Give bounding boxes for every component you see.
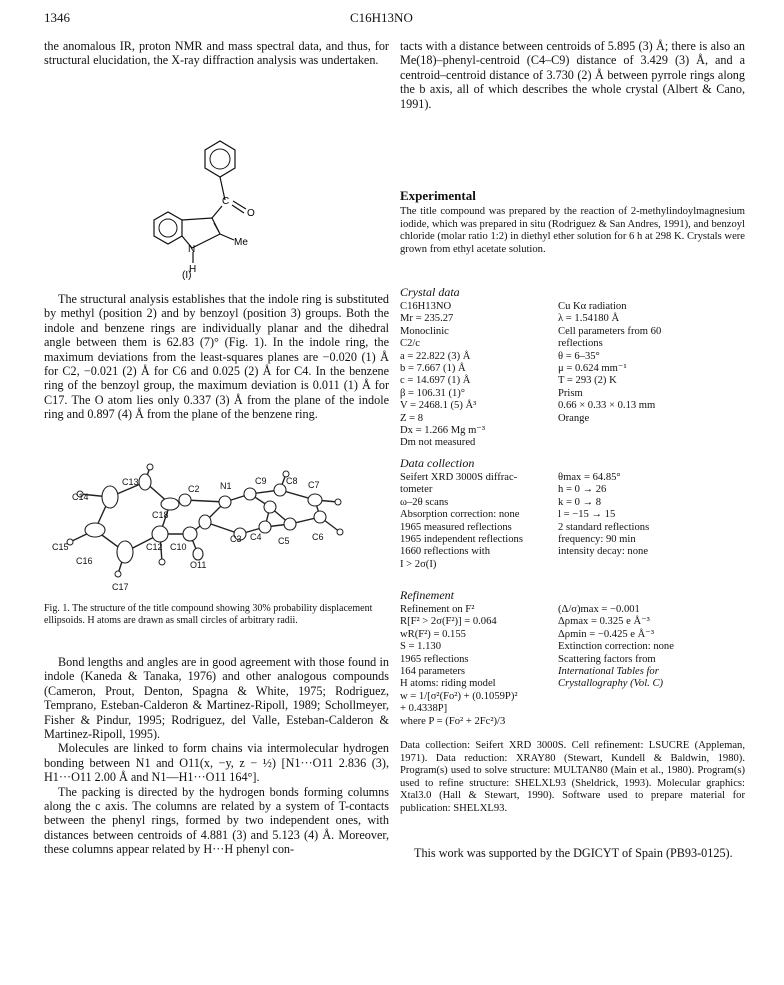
acknowledgement: This work was supported by the DGICYT of Spain (PB93-0125). <box>414 846 733 860</box>
crystal-radiation: Cu Kα radiation <box>558 301 627 312</box>
atom-label-c10: C10 <box>170 542 187 552</box>
refinement-scattering: Scattering factors from <box>558 653 656 665</box>
refinement-h-atoms: H atoms: riding model <box>400 678 496 690</box>
experimental-text: The title compound was prepared by the reaction of 2-methylindoylmagnesium iodide, which was prepared in situ (Rodriguez & San Andres, 1991), and benzoyl chloride (molar ratio 1:2) in diethyl ether solution for 6 h at 298 K. Crystals were grown from ethyl acetate solution. <box>400 206 745 255</box>
atom-label-c2: C2 <box>188 484 200 494</box>
refinement-r: R[F² > 2σ(F²)] = 0.064 <box>400 616 497 628</box>
left-column-top <box>44 39 389 68</box>
data-collection-table <box>400 472 745 571</box>
chemical-scheme <box>120 130 340 280</box>
collection-observed-cond: I > 2σ(I) <box>400 558 437 570</box>
atom-label-o11: O11 <box>190 560 207 570</box>
collection-observed: 1660 reflections with <box>400 546 491 558</box>
crystal-beta: β = 106.31 (1)° <box>400 387 466 399</box>
left-column-structure <box>44 292 389 422</box>
refinement-heading: Refinement <box>400 588 454 602</box>
refinement-tables: International Tables for <box>558 666 659 678</box>
collection-independent: 1965 independent reflections <box>400 534 523 546</box>
acknowledgement-block <box>400 846 745 860</box>
collection-standard: 2 standard reflections <box>558 521 650 533</box>
experimental-heading: Experimental <box>400 188 476 203</box>
crystal-dm: Dm not measured <box>400 437 476 449</box>
atom-label-c3: C3 <box>230 534 242 544</box>
collection-decay: intensity decay: none <box>558 546 649 558</box>
crystal-c: c = 14.697 (1) Å <box>400 375 471 387</box>
atom-label-c7: C7 <box>308 480 320 490</box>
refinement-rhomax: Δρmax = 0.325 e Å⁻³ <box>558 616 650 628</box>
crystal-blank-1 <box>558 425 745 437</box>
atom-label-c17: C17 <box>112 582 129 592</box>
right-column-top <box>400 39 745 111</box>
atom-label-c5: C5 <box>278 536 290 546</box>
crystal-theta: θ = 6–35° <box>558 350 600 362</box>
atom-label-c15: C15 <box>52 542 69 552</box>
refinement-weight-where: where P = (Fo² + 2Fc²)/3 <box>400 715 506 727</box>
crystal-reflections: reflections <box>558 338 603 350</box>
crystal-a: a = 22.822 (3) Å <box>400 350 471 362</box>
refinement-table <box>400 604 745 728</box>
atom-label-c4: C4 <box>250 532 262 542</box>
structure-paragraph: The structural analysis establishes that the indole ring is substituted by methyl (position 2) and by benzoyl (position 3) groups. Both the indole and benzene rings are individually planar and the dihedral angle between them is 62.83 (7)° (Fig. 1). In the indole ring, the maximum deviations from the least-squares planes are −0.020 (1) Å for C2, −0.021 (2) Å for C6 and 0.025 (2) Å for C4. In the benzene ring of the benzoyl group, the maximum deviation is 0.011 (1) Å for C17. The O atom lies only 0.337 (3) Å from the plane of the indole ring and 0.897 (4) Å from the plane of the benzene ring. <box>44 292 389 422</box>
intro-paragraph-end: the anomalous IR, proton NMR and mass spectral data, and thus, for structural elucidation, the X-ray diffraction analysis was undertaken. <box>44 39 389 68</box>
crystal-data-heading: Crystal data <box>400 285 460 299</box>
compound-label: (I) <box>182 270 192 280</box>
atom-label-c12: C12 <box>146 542 163 552</box>
collection-l: l = −15 → 15 <box>558 509 616 521</box>
crystal-mu: μ = 0.624 mm⁻¹ <box>558 363 627 375</box>
refinement-shift: (Δ/σ)max = −0.001 <box>558 604 640 615</box>
refinement-blank-1 <box>558 691 745 703</box>
refinement-reflections: 1965 reflections <box>400 653 469 665</box>
refinement-rhomin: Δρmin = −0.425 e Å⁻³ <box>558 628 655 640</box>
atom-label-c14: C14 <box>72 492 89 502</box>
atom-label-c6: C6 <box>312 532 324 542</box>
crystal-colour: Orange <box>558 412 590 424</box>
collection-thetamax: θmax = 64.85° <box>558 472 621 483</box>
crystal-z: Z = 8 <box>400 412 424 424</box>
atom-label-c8: C8 <box>286 476 298 486</box>
crystal-size: 0.66 × 0.33 × 0.13 mm <box>558 400 656 412</box>
refinement-parameters: 164 parameters <box>400 666 466 678</box>
collection-measured: 1965 measured reflections <box>400 521 512 533</box>
crystal-shape: Prism <box>558 387 583 399</box>
scheme-hydrogen-label: H <box>189 264 197 275</box>
refinement-on: Refinement on F² <box>400 604 475 615</box>
collection-k: k = 0 → 8 <box>558 496 602 508</box>
crystal-mr: Mr = 235.27 <box>400 313 454 325</box>
collection-diffractometer: Seifert XRD 3000S diffrac- <box>400 472 518 483</box>
bond-lengths-paragraph: Bond lengths and angles are in good agreement with those found in indole (Kaneda & Tanaka, 1976) and other analogous compounds (Cameron, Prout, Denton, Spagna & White, 1975; Rodriguez, Temprano, Esteban-Calderon & Martinez-Ripoll, 1989; Schollmeyer, Fisher & Pindur, 1995; Rodriguez, del Valle, Esteban-Calderon & Martinez-Ripoll, 1995). <box>44 655 389 742</box>
refinement-extinction: Extinction correction: none <box>558 641 674 653</box>
refinement-blank-2 <box>558 703 745 715</box>
refinement-wr: wR(F²) = 0.155 <box>400 628 466 640</box>
scheme-carbon-label: C <box>222 196 230 207</box>
crystal-b: b = 7.667 (1) Å <box>400 363 466 375</box>
page-number: 1346 <box>44 10 70 25</box>
collection-blank <box>558 559 745 571</box>
left-column-bottom <box>44 655 389 857</box>
collection-scans: ω–2θ scans <box>400 496 449 508</box>
scheme-methyl-label: Me <box>234 237 248 248</box>
crystal-volume: V = 2468.1 (5) Å³ <box>400 400 477 412</box>
crystal-system: Monoclinic <box>400 325 449 337</box>
refinement-weight: w = 1/[σ²(Fo²) + (0.1059P)² <box>400 690 518 702</box>
crystal-cell-params: Cell parameters from 60 <box>558 325 662 337</box>
crystal-space-group: C2/c <box>400 338 421 350</box>
running-title: C16H13NO <box>350 10 413 25</box>
scheme-nitrogen-label: N <box>188 244 196 255</box>
crystal-formula: C16H13NO <box>400 301 452 312</box>
packing-paragraph: The packing is directed by the hydrogen bonds forming columns along the c axis. The columns are related by a system of T-contacts between the phenyl rings, formed by two independent ones, with distances between centroids of 4.881 (3) and 5.123 (4) Å. Moreover, these columns appear related by H···H phenyl con- <box>44 784 389 857</box>
collection-absorption: Absorption correction: none <box>400 509 520 521</box>
ortep-figure <box>50 462 380 597</box>
collection-h: h = 0 → 26 <box>558 484 607 496</box>
refinement-weight-cont: + 0.4338P] <box>400 703 448 715</box>
scheme-oxygen-label: O <box>247 208 255 219</box>
hydrogen-bond-paragraph: Molecules are linked to form chains via intermolecular hydrogen bonding between N1 and O11(x, −y, z − ½) [N1···O11 2.836 (3), H1···O11 2.00 Å and N1—H1···O11 164°]. <box>44 741 389 785</box>
collection-diffractometer-cont: tometer <box>400 484 433 496</box>
crystal-data-table <box>400 301 745 450</box>
data-collection-programs: Data collection: Seifert XRD 3000S. Cell refinement: LSUCRE (Appleman, 1971). Data reduction: XRAY80 (Stewart, Kundell & Baldwin, 1980). Program(s) used to solve structure: MULTAN80 (Main et al., 1980). Program(s) used to refine structure: SHELXL93 (Sheldrick, 1993). Molecular graphics: Xtal3.0 (Hall & Stewart, 1990). Software used to prepare material for publication: SHELXL93. <box>400 740 745 814</box>
crystal-lambda: λ = 1.54180 Å <box>558 313 620 325</box>
collection-frequency: frequency: 90 min <box>558 534 636 546</box>
atom-label-c13: C13 <box>122 477 139 487</box>
refinement-crystallography: Crystallography (Vol. C) <box>558 678 664 690</box>
atom-label-n1: N1 <box>220 481 232 491</box>
crystal-blank-2 <box>558 437 745 449</box>
data-collection-heading: Data collection <box>400 456 475 470</box>
atom-label-c9: C9 <box>255 476 267 486</box>
atom-label-c18: C18 <box>152 510 169 520</box>
refinement-blank-3 <box>558 716 745 728</box>
crystal-dx: Dx = 1.266 Mg m⁻³ <box>400 425 486 437</box>
refinement-s: S = 1.130 <box>400 641 441 653</box>
figure-caption: Fig. 1. The structure of the title compound showing 30% probability displacement ellipsoids. H atoms are drawn as small circles of arbitrary radii. <box>44 603 373 626</box>
contacts-paragraph: tacts with a distance between centroids of 5.895 (3) Å; there is also an Me(18)–phenyl-centroid (C4–C9) distance of 3.429 (3) Å, and a centroid–centroid distance of 3.730 (2) Å between pyrrole rings along the b axis, all of which describes the whole crystal (Albert & Cano, 1991). <box>400 39 745 111</box>
crystal-temperature: T = 293 (2) K <box>558 375 617 387</box>
atom-label-c16: C16 <box>76 556 93 566</box>
indole-benzene-ring <box>154 212 182 244</box>
